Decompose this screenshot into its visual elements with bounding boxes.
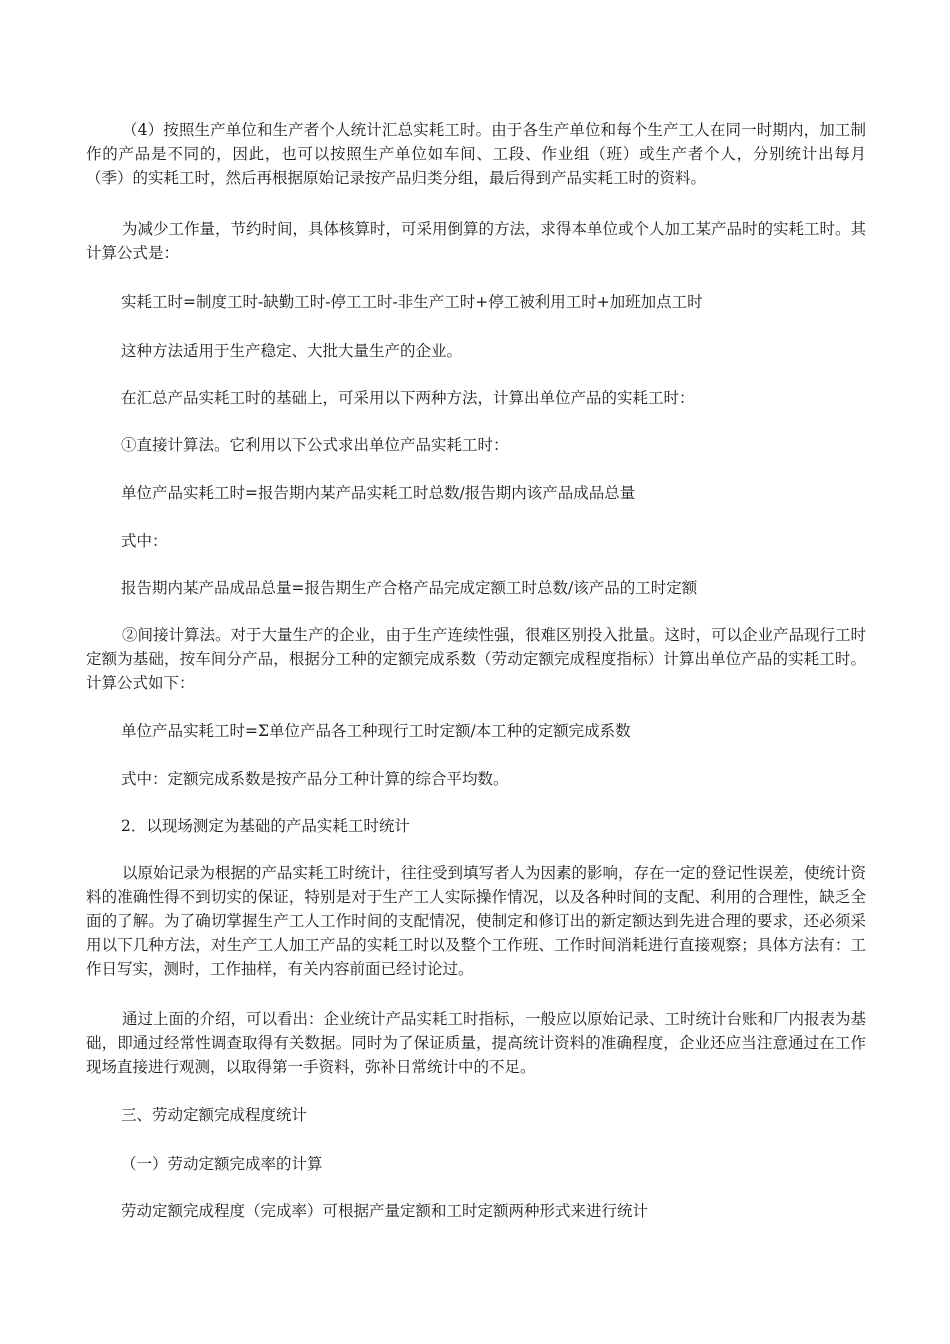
paragraph-field-measure: 以原始记录为根据的产品实耗工时统计，往往受到填写者人为因素的影响，存在一定的登记性误差，使统计资料的准确性得不到切实的保证，特别是对于生产工人实际操作情况，以及各种时间的支配、利用的合理性，缺乏全面的了解。为了确切掌握生产工人工作时间的支配情况，使制定和修订出的新定额达到先进合理的要求，还必须采用以下几种方法，对生产工人加工产品的实耗工时以及整个工作班、工作时间消耗进行直接观察；具体方法有：工作日写实，测时，工作抽样，有关内容前面已经讨论过。 bbox=[86, 864, 867, 978]
subsection-heading-1: （一）劳动定额完成率的计算 bbox=[121, 1155, 323, 1173]
formula-actual-hours: 实耗工时=制度工时-缺勤工时-停工工时-非生产工时+停工被利用工时+加班加点工时 bbox=[121, 293, 703, 311]
where-label-2: 式中：定额完成系数是按产品分工种计算的综合平均数。 bbox=[121, 770, 509, 788]
method-direct-heading: ①直接计算法。它利用以下公式求出单位产品实耗工时： bbox=[121, 436, 509, 454]
formula-finished-total: 报告期内某产品成品总量=报告期生产合格产品完成定额工时总数/该产品的工时定额 bbox=[121, 579, 698, 597]
section-heading-2: 2．以现场测定为基础的产品实耗工时统计 bbox=[121, 817, 410, 835]
formula-indirect: 单位产品实耗工时=Σ单位产品各工种现行工时定额/本工种的定额完成系数 bbox=[121, 722, 631, 740]
paragraph-2: 为减少工作量，节约时间，具体核算时，可采用倒算的方法，求得本单位或个人加工某产品时的实耗工时。其计算公式是： bbox=[86, 220, 867, 262]
paragraph-summary: 通过上面的介绍，可以看出：企业统计产品实耗工时指标，一般应以原始记录、工时统计台账和厂内报表为基础，即通过经常性调查取得有关数据。同时为了保证质量，提高统计资料的准确程度，企业还应当注意通过在工作现场直接进行观测，以取得第一手资料，弥补日常统计中的不足。 bbox=[86, 1010, 867, 1076]
paragraph-4: 在汇总产品实耗工时的基础上，可采用以下两种方法，计算出单位产品的实耗工时： bbox=[121, 389, 695, 407]
paragraph-1: （4）按照生产单位和生产者个人统计汇总实耗工时。由于各生产单位和每个生产工人在同一时期内，加工制作的产品是不同的，因此，也可以按照生产单位如车间、工段、作业组（班）或生产者个人，分别统计出每月（季）的实耗工时，然后再根据原始记录按产品归类分组，最后得到产品实耗工时的资料。 bbox=[86, 121, 866, 187]
where-label-1: 式中： bbox=[121, 532, 168, 550]
method-indirect-paragraph: ②间接计算法。对于大量生产的企业，由于生产连续性强，很难区别投入批量。这时，可以企业产品现行工时定额为基础，按车间分产品，根据分工种的定额完成系数（劳动定额完成程度指标）计算出单位产品的实耗工时。计算公式如下： bbox=[86, 626, 867, 692]
paragraph-3: 这种方法适用于生产稳定、大批大量生产的企业。 bbox=[121, 342, 463, 360]
paragraph-final: 劳动定额完成程度（完成率）可根据产量定额和工时定额两种形式来进行统计 bbox=[121, 1202, 649, 1220]
formula-unit-hours: 单位产品实耗工时=报告期内某产品实耗工时总数/报告期内该产品成品总量 bbox=[121, 484, 636, 502]
section-heading-3: 三、劳动定额完成程度统计 bbox=[121, 1106, 308, 1124]
